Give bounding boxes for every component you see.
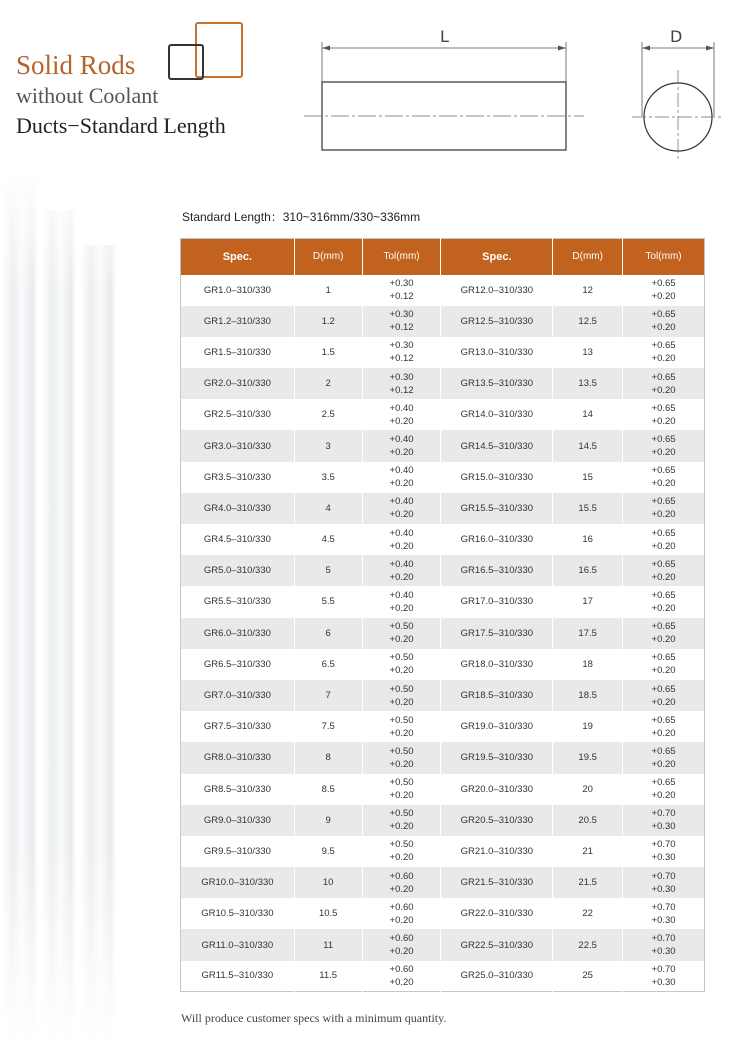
tolerance-upper: +0.40 xyxy=(389,527,414,539)
spec-cell: GR12.0–310/330 xyxy=(441,275,553,306)
tolerance-cell xyxy=(362,430,441,461)
tolerance-cell xyxy=(623,961,705,992)
tolerance-lower: +0.20 xyxy=(389,821,414,833)
tolerance-lower: +0.20 xyxy=(389,665,414,677)
spec-cell: GR19.5–310/330 xyxy=(441,742,553,773)
table-row xyxy=(181,929,705,960)
tolerance-upper: +0.65 xyxy=(651,309,676,321)
diameter-cell: 3.5 xyxy=(294,462,362,493)
tolerance-cell xyxy=(623,430,705,461)
diameter-cell: 11.5 xyxy=(294,961,362,992)
tolerance-upper: +0.65 xyxy=(651,745,676,757)
tolerance-lower: +0.20 xyxy=(389,415,414,427)
table-row xyxy=(181,586,705,617)
tolerance-upper: +0.70 xyxy=(651,901,676,913)
tolerance-upper: +0.50 xyxy=(389,745,414,757)
spec-cell: GR22.0–310/330 xyxy=(441,898,553,929)
table-row xyxy=(181,836,705,867)
spec-cell: GR5.0–310/330 xyxy=(181,555,295,586)
diameter-cell: 12 xyxy=(553,275,623,306)
tolerance-cell xyxy=(623,368,705,399)
title-line-2: without Coolant xyxy=(16,83,159,108)
diameter-label: D xyxy=(670,27,683,46)
tolerance-upper: +0.65 xyxy=(651,589,676,601)
tolerance-cell xyxy=(623,680,705,711)
spec-cell: GR14.5–310/330 xyxy=(441,430,553,461)
diameter-cell: 10 xyxy=(294,867,362,898)
table-row xyxy=(181,618,705,649)
diameter-cell: 3 xyxy=(294,430,362,461)
tolerance-lower: +0.20 xyxy=(651,696,676,708)
table-row xyxy=(181,462,705,493)
spec-cell: GR9.5–310/330 xyxy=(181,836,295,867)
tolerance-upper: +0.50 xyxy=(389,839,414,851)
tolerance-upper: +0.70 xyxy=(651,933,676,945)
table-row xyxy=(181,555,705,586)
tolerance-cell xyxy=(623,586,705,617)
diameter-cell: 2.5 xyxy=(294,399,362,430)
background-rods-image xyxy=(0,170,140,1047)
table-header-row xyxy=(181,239,705,275)
tolerance-upper: +0.65 xyxy=(651,777,676,789)
spec-cell: GR16.0–310/330 xyxy=(441,524,553,555)
tolerance-cell xyxy=(623,805,705,836)
diameter-cell: 4 xyxy=(294,493,362,524)
tolerance-upper: +0.30 xyxy=(389,278,414,290)
tolerance-lower: +0.20 xyxy=(651,571,676,583)
tolerance-lower: +0.30 xyxy=(651,946,676,958)
tolerance-cell xyxy=(623,306,705,337)
diameter-cell: 1.5 xyxy=(294,337,362,368)
spec-cell: GR18.5–310/330 xyxy=(441,680,553,711)
spec-cell: GR1.2–310/330 xyxy=(181,306,295,337)
tolerance-lower: +0.12 xyxy=(389,291,414,303)
tolerance-cell xyxy=(362,306,441,337)
title-line-3: Ducts−Standard Length xyxy=(16,113,226,138)
diameter-cell: 7.5 xyxy=(294,711,362,742)
rod-technical-drawing xyxy=(300,20,730,170)
tolerance-lower: +0.20 xyxy=(389,540,414,552)
tolerance-cell xyxy=(362,774,441,805)
length-label: L xyxy=(440,27,449,46)
spec-cell: GR2.5–310/330 xyxy=(181,399,295,430)
diameter-cell: 1 xyxy=(294,275,362,306)
footer-note: Will produce customer specs with a minimum quantity. xyxy=(181,1011,447,1025)
table-row xyxy=(181,711,705,742)
table-row xyxy=(181,898,705,929)
diameter-cell: 6.5 xyxy=(294,649,362,680)
table-row xyxy=(181,493,705,524)
spec-cell: GR10.5–310/330 xyxy=(181,898,295,929)
tolerance-cell xyxy=(623,337,705,368)
tolerance-lower: +0.20 xyxy=(651,291,676,303)
diameter-cell: 11 xyxy=(294,929,362,960)
table-row xyxy=(181,430,705,461)
tolerance-lower: +0.12 xyxy=(389,384,414,396)
tolerance-lower: +0.20 xyxy=(389,634,414,646)
spec-cell: GR15.5–310/330 xyxy=(441,493,553,524)
page-title xyxy=(16,50,226,140)
diameter-cell: 2 xyxy=(294,368,362,399)
diameter-cell: 19.5 xyxy=(553,742,623,773)
tolerance-lower: +0.20 xyxy=(651,415,676,427)
title-line-1: Solid Rods xyxy=(16,50,136,80)
tolerance-upper: +0.40 xyxy=(389,558,414,570)
spec-cell: GR22.5–310/330 xyxy=(441,929,553,960)
table-row xyxy=(181,368,705,399)
tolerance-cell xyxy=(362,867,441,898)
spec-cell: GR21.5–310/330 xyxy=(441,867,553,898)
tolerance-lower: +0.20 xyxy=(389,602,414,614)
diameter-cell: 14.5 xyxy=(553,430,623,461)
tolerance-cell xyxy=(623,867,705,898)
tolerance-cell xyxy=(362,462,441,493)
tolerance-lower: +0.12 xyxy=(389,353,414,365)
tolerance-lower: +0.20 xyxy=(389,976,414,988)
diameter-cell: 13 xyxy=(553,337,623,368)
spec-cell: GR5.5–310/330 xyxy=(181,586,295,617)
tolerance-lower: +0.20 xyxy=(389,571,414,583)
diameter-cell: 4.5 xyxy=(294,524,362,555)
diameter-cell: 22.5 xyxy=(553,929,623,960)
tolerance-upper: +0.60 xyxy=(389,933,414,945)
tolerance-upper: +0.30 xyxy=(389,309,414,321)
tolerance-lower: +0.20 xyxy=(389,914,414,926)
tolerance-upper: +0.70 xyxy=(651,870,676,882)
tolerance-cell xyxy=(362,275,441,306)
tolerance-upper: +0.60 xyxy=(389,901,414,913)
diameter-cell: 15 xyxy=(553,462,623,493)
tolerance-cell xyxy=(362,680,441,711)
tolerance-upper: +0.65 xyxy=(651,340,676,352)
diameter-cell: 12.5 xyxy=(553,306,623,337)
tolerance-upper: +0.65 xyxy=(651,278,676,290)
tolerance-lower: +0.20 xyxy=(651,509,676,521)
tolerance-cell xyxy=(623,275,705,306)
tolerance-cell xyxy=(362,929,441,960)
tolerance-lower: +0.20 xyxy=(389,790,414,802)
tolerance-cell xyxy=(362,649,441,680)
tolerance-cell xyxy=(623,742,705,773)
spec-cell: GR11.5–310/330 xyxy=(181,961,295,992)
header-diameter: D(mm) xyxy=(294,239,362,275)
tolerance-lower: +0.20 xyxy=(651,540,676,552)
diameter-cell: 17.5 xyxy=(553,618,623,649)
spec-cell: GR19.0–310/330 xyxy=(441,711,553,742)
tolerance-cell xyxy=(623,618,705,649)
tolerance-lower: +0.20 xyxy=(389,883,414,895)
spec-table-container xyxy=(180,238,705,992)
table-row xyxy=(181,524,705,555)
diameter-cell: 9.5 xyxy=(294,836,362,867)
tolerance-cell xyxy=(362,805,441,836)
table-row xyxy=(181,649,705,680)
tolerance-cell xyxy=(623,462,705,493)
tolerance-upper: +0.65 xyxy=(651,371,676,383)
tolerance-upper: +0.30 xyxy=(389,371,414,383)
spec-cell: GR17.5–310/330 xyxy=(441,618,553,649)
diameter-cell: 7 xyxy=(294,680,362,711)
spec-cell: GR18.0–310/330 xyxy=(441,649,553,680)
tolerance-lower: +0.20 xyxy=(389,696,414,708)
tolerance-upper: +0.30 xyxy=(389,340,414,352)
spec-cell: GR20.0–310/330 xyxy=(441,774,553,805)
tolerance-cell xyxy=(362,836,441,867)
spec-cell: GR10.0–310/330 xyxy=(181,867,295,898)
spec-cell: GR6.5–310/330 xyxy=(181,649,295,680)
tolerance-lower: +0.20 xyxy=(389,852,414,864)
tolerance-lower: +0.20 xyxy=(651,353,676,365)
diameter-cell: 8.5 xyxy=(294,774,362,805)
tolerance-upper: +0.65 xyxy=(651,496,676,508)
spec-cell: GR11.0–310/330 xyxy=(181,929,295,960)
tolerance-cell xyxy=(362,399,441,430)
table-row xyxy=(181,867,705,898)
table-row xyxy=(181,805,705,836)
tolerance-lower: +0.20 xyxy=(651,447,676,459)
tolerance-upper: +0.65 xyxy=(651,683,676,695)
tolerance-upper: +0.60 xyxy=(389,870,414,882)
table-row xyxy=(181,680,705,711)
tolerance-upper: +0.50 xyxy=(389,652,414,664)
spec-cell: GR21.0–310/330 xyxy=(441,836,553,867)
spec-cell: GR12.5–310/330 xyxy=(441,306,553,337)
tolerance-upper: +0.65 xyxy=(651,465,676,477)
diameter-cell: 10.5 xyxy=(294,898,362,929)
table-row xyxy=(181,399,705,430)
diameter-cell: 9 xyxy=(294,805,362,836)
tolerance-lower: +0.20 xyxy=(651,727,676,739)
spec-cell: GR9.0–310/330 xyxy=(181,805,295,836)
spec-cell: GR15.0–310/330 xyxy=(441,462,553,493)
tolerance-upper: +0.50 xyxy=(389,714,414,726)
tolerance-lower: +0.20 xyxy=(651,478,676,490)
spec-cell: GR16.5–310/330 xyxy=(441,555,553,586)
tolerance-upper: +0.50 xyxy=(389,777,414,789)
spec-cell: GR7.0–310/330 xyxy=(181,680,295,711)
diameter-cell: 5 xyxy=(294,555,362,586)
tolerance-upper: +0.70 xyxy=(651,808,676,820)
tolerance-lower: +0.30 xyxy=(651,852,676,864)
spec-cell: GR3.0–310/330 xyxy=(181,430,295,461)
tolerance-lower: +0.20 xyxy=(389,946,414,958)
tolerance-lower: +0.12 xyxy=(389,322,414,334)
tolerance-lower: +0.20 xyxy=(389,478,414,490)
tolerance-cell xyxy=(623,493,705,524)
tolerance-lower: +0.20 xyxy=(651,322,676,334)
tolerance-upper: +0.40 xyxy=(389,589,414,601)
standard-length-label: Standard Length：310~316mm/330~336mm xyxy=(182,210,421,224)
tolerance-lower: +0.20 xyxy=(389,509,414,521)
table-row xyxy=(181,742,705,773)
diameter-cell: 16.5 xyxy=(553,555,623,586)
tolerance-upper: +0.50 xyxy=(389,808,414,820)
tolerance-cell xyxy=(362,368,441,399)
spec-table xyxy=(180,238,705,992)
tolerance-upper: +0.65 xyxy=(651,652,676,664)
tolerance-cell xyxy=(362,711,441,742)
tolerance-upper: +0.40 xyxy=(389,465,414,477)
spec-cell: GR6.0–310/330 xyxy=(181,618,295,649)
tolerance-lower: +0.20 xyxy=(651,384,676,396)
tolerance-upper: +0.65 xyxy=(651,621,676,633)
tolerance-cell xyxy=(623,649,705,680)
tolerance-lower: +0.30 xyxy=(651,883,676,895)
spec-cell: GR4.0–310/330 xyxy=(181,493,295,524)
diameter-cell: 18 xyxy=(553,649,623,680)
spec-cell: GR20.5–310/330 xyxy=(441,805,553,836)
diameter-cell: 15.5 xyxy=(553,493,623,524)
tolerance-cell xyxy=(362,961,441,992)
tolerance-cell xyxy=(362,337,441,368)
tolerance-cell xyxy=(362,898,441,929)
tolerance-lower: +0.30 xyxy=(651,976,676,988)
tolerance-upper: +0.50 xyxy=(389,621,414,633)
tolerance-upper: +0.70 xyxy=(651,963,676,975)
table-row xyxy=(181,961,705,992)
spec-cell: GR8.5–310/330 xyxy=(181,774,295,805)
header-spec: Spec. xyxy=(181,239,295,275)
spec-cell: GR13.0–310/330 xyxy=(441,337,553,368)
tolerance-cell xyxy=(623,711,705,742)
tolerance-upper: +0.65 xyxy=(651,402,676,414)
header-tolerance: Tol(mm) xyxy=(362,239,441,275)
tolerance-upper: +0.40 xyxy=(389,496,414,508)
tolerance-lower: +0.20 xyxy=(651,634,676,646)
tolerance-cell xyxy=(362,524,441,555)
tolerance-lower: +0.20 xyxy=(389,758,414,770)
spec-cell: GR1.0–310/330 xyxy=(181,275,295,306)
spec-cell: GR4.5–310/330 xyxy=(181,524,295,555)
tolerance-cell xyxy=(623,524,705,555)
diameter-cell: 1.2 xyxy=(294,306,362,337)
diameter-cell: 25 xyxy=(553,961,623,992)
header-diameter: D(mm) xyxy=(553,239,623,275)
spec-cell: GR2.0–310/330 xyxy=(181,368,295,399)
diameter-cell: 18.5 xyxy=(553,680,623,711)
header-tolerance: Tol(mm) xyxy=(623,239,705,275)
tolerance-lower: +0.20 xyxy=(389,727,414,739)
tolerance-lower: +0.30 xyxy=(651,914,676,926)
spec-cell: GR8.0–310/330 xyxy=(181,742,295,773)
table-row xyxy=(181,337,705,368)
tolerance-upper: +0.40 xyxy=(389,434,414,446)
tolerance-lower: +0.20 xyxy=(651,758,676,770)
tolerance-lower: +0.20 xyxy=(651,665,676,677)
diameter-cell: 6 xyxy=(294,618,362,649)
spec-cell: GR3.5–310/330 xyxy=(181,462,295,493)
diameter-cell: 13.5 xyxy=(553,368,623,399)
tolerance-cell xyxy=(362,742,441,773)
tolerance-upper: +0.65 xyxy=(651,527,676,539)
tolerance-upper: +0.40 xyxy=(389,402,414,414)
spec-cell: GR14.0–310/330 xyxy=(441,399,553,430)
tolerance-upper: +0.60 xyxy=(389,963,414,975)
tolerance-cell xyxy=(362,586,441,617)
diameter-cell: 21.5 xyxy=(553,867,623,898)
tolerance-cell xyxy=(623,774,705,805)
spec-cell: GR25.0–310/330 xyxy=(441,961,553,992)
diameter-cell: 17 xyxy=(553,586,623,617)
tolerance-cell xyxy=(362,555,441,586)
diameter-cell: 8 xyxy=(294,742,362,773)
table-row xyxy=(181,306,705,337)
table-row xyxy=(181,275,705,306)
diameter-cell: 5.5 xyxy=(294,586,362,617)
diameter-cell: 20.5 xyxy=(553,805,623,836)
header-spec: Spec. xyxy=(441,239,553,275)
spec-cell: GR13.5–310/330 xyxy=(441,368,553,399)
tolerance-lower: +0.30 xyxy=(651,821,676,833)
diameter-cell: 14 xyxy=(553,399,623,430)
table-row xyxy=(181,774,705,805)
spec-cell: GR1.5–310/330 xyxy=(181,337,295,368)
tolerance-cell xyxy=(623,929,705,960)
tolerance-cell xyxy=(623,399,705,430)
tolerance-lower: +0.20 xyxy=(651,602,676,614)
tolerance-cell xyxy=(623,555,705,586)
diameter-cell: 22 xyxy=(553,898,623,929)
tolerance-upper: +0.65 xyxy=(651,434,676,446)
tolerance-cell xyxy=(623,898,705,929)
diameter-cell: 16 xyxy=(553,524,623,555)
tolerance-cell xyxy=(623,836,705,867)
tolerance-upper: +0.65 xyxy=(651,714,676,726)
diameter-cell: 19 xyxy=(553,711,623,742)
tolerance-upper: +0.65 xyxy=(651,558,676,570)
tolerance-lower: +0.20 xyxy=(651,790,676,802)
tolerance-upper: +0.70 xyxy=(651,839,676,851)
diameter-cell: 20 xyxy=(553,774,623,805)
spec-cell: GR17.0–310/330 xyxy=(441,586,553,617)
tolerance-cell xyxy=(362,618,441,649)
tolerance-upper: +0.50 xyxy=(389,683,414,695)
spec-cell: GR7.5–310/330 xyxy=(181,711,295,742)
tolerance-cell xyxy=(362,493,441,524)
diameter-cell: 21 xyxy=(553,836,623,867)
tolerance-lower: +0.20 xyxy=(389,447,414,459)
